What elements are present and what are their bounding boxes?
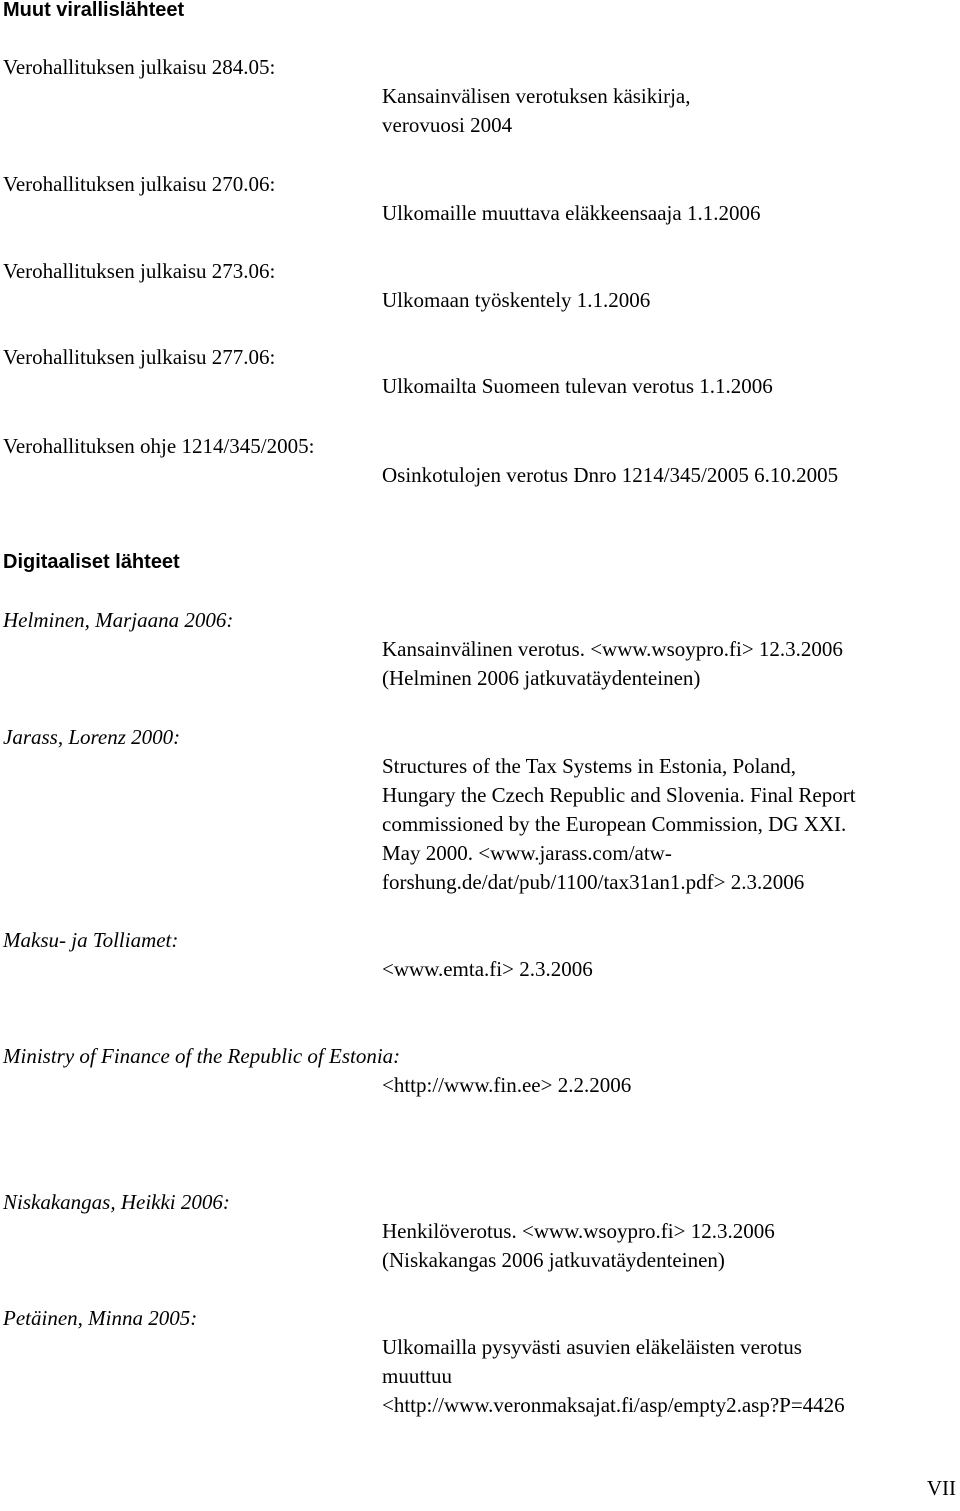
- section-heading-official-sources: Muut virallislähteet: [3, 0, 185, 21]
- entry-label: Ministry of Finance of the Republic of Estonia:: [3, 1044, 401, 1068]
- entry-text: forshung.de/dat/pub/1100/tax31an1.pdf> 2.3.2006: [382, 870, 805, 894]
- entry-text: muuttuu: [382, 1364, 453, 1388]
- entry-text: Kansainvälisen verotuksen käsikirja,: [382, 84, 691, 108]
- entry-text: Henkilöverotus. <www.wsoypro.fi> 12.3.2006: [382, 1219, 775, 1243]
- entry-label: Jarass, Lorenz 2000:: [3, 725, 181, 749]
- entry-label: Verohallituksen julkaisu 273.06:: [3, 259, 276, 283]
- entry-label: Helminen, Marjaana 2006:: [3, 608, 234, 632]
- entry-label: Verohallituksen julkaisu 270.06:: [3, 172, 276, 196]
- entry-text: <http://www.veronmaksajat.fi/asp/empty2.asp?P=4426: [382, 1393, 845, 1417]
- entry-text: Kansainvälinen verotus. <www.wsoypro.fi> 12.3.2006: [382, 637, 843, 661]
- entry-text: (Niskakangas 2006 jatkuvatäydenteinen): [382, 1248, 725, 1272]
- entry-text: verovuosi 2004: [382, 113, 513, 137]
- entry-label: Maksu- ja Tolliamet:: [3, 928, 179, 952]
- entry-text: Ulkomailla pysyvästi asuvien eläkeläisten verotus: [382, 1335, 802, 1359]
- entry-text: <http://www.fin.ee> 2.2.2006: [382, 1073, 632, 1097]
- entry-text: Structures of the Tax Systems in Estonia, Poland,: [382, 754, 797, 778]
- entry-label: Niskakangas, Heikki 2006:: [3, 1190, 230, 1214]
- entry-label: Verohallituksen ohje 1214/345/2005:: [3, 434, 315, 458]
- entry-label: Petäinen, Minna 2005:: [3, 1306, 198, 1330]
- entry-label: Verohallituksen julkaisu 284.05:: [3, 55, 276, 79]
- entry-text: (Helminen 2006 jatkuvatäydenteinen): [382, 666, 701, 690]
- entry-text: Osinkotulojen verotus Dnro 1214/345/2005 6.10.2005: [382, 463, 839, 487]
- entry-label: Verohallituksen julkaisu 277.06:: [3, 345, 276, 369]
- entry-text: Ulkomaan työskentely 1.1.2006: [382, 288, 651, 312]
- entry-text: Hungary the Czech Republic and Slovenia. Final Report: [382, 783, 856, 807]
- entry-text: Ulkomaille muuttava eläkkeensaaja 1.1.2006: [382, 201, 761, 225]
- entry-text: <www.emta.fi> 2.3.2006: [382, 957, 593, 981]
- page-number: VII: [926, 1476, 956, 1500]
- entry-text: Ulkomailta Suomeen tulevan verotus 1.1.2006: [382, 374, 773, 398]
- entry-text: commissioned by the European Commission, DG XXI.: [382, 812, 847, 836]
- section-heading-digital-sources: Digitaaliset lähteet: [3, 551, 180, 573]
- entry-text: May 2000. <www.jarass.com/atw-: [382, 841, 672, 865]
